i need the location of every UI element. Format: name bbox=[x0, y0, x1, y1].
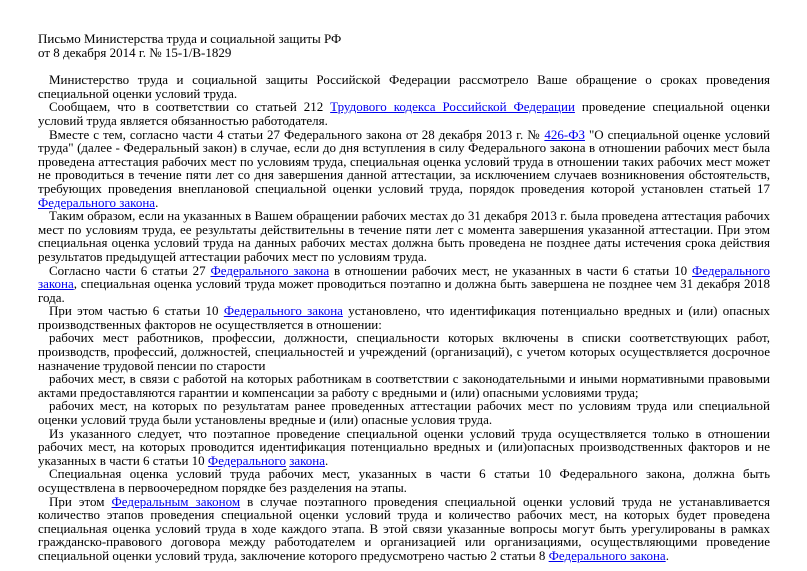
paragraph-text: Таким образом, если на указанных в Вашем обращении рабочих местах до 31 декабря 2013 г. была проведена аттестация рабочих мест по условиям труда, ее результаты действительны в течение пяти лет с момента завершения указанной аттестации. При этом специальная оценка условий труда на данных рабочих местах должна быть проведена не позднее даты истечения срока действия результатов предыдущей аттестации рабочих мест по условиям труда. bbox=[38, 208, 770, 264]
paragraph-text: в случае поэтапного проведения специальной оценки условий труда не устанавливается количество этапов проведения специальной оценки условий труда и количество рабочих мест, на которых будет проведена специальная оценка условий труда в ходе каждого этапа. В этой связи указанные вопросы могут быть урегулированы в рамках гражданско-правового договора между работодателем и организацией или организациями, осуществляющими проведение специальной оценки условий труда, заключение которого предусмотрено частью 2 статьи 8 bbox=[38, 493, 770, 563]
legal-link[interactable]: Федерального закона bbox=[210, 262, 330, 278]
paragraph-text: установлено, что идентификация потенциально вредных и (или) опасных производственных факторов не осуществляется в отношении: bbox=[38, 303, 770, 332]
paragraph-text: Согласно части 6 статьи 27 bbox=[49, 262, 211, 278]
paragraph-text: При этом частью 6 статьи 10 bbox=[49, 303, 224, 319]
paragraph-text: При этом bbox=[49, 493, 112, 509]
paragraph bbox=[38, 399, 770, 426]
paragraph bbox=[38, 331, 770, 372]
paragraph bbox=[38, 372, 770, 399]
legal-link[interactable]: 426-ФЗ bbox=[544, 126, 585, 142]
paragraph bbox=[38, 100, 770, 127]
paragraph-text: рабочих мест, на которых по результатам ранее проведенных аттестации рабочих мест по условиям труда или специальной оценки условий труда были установлены вредные и (или) опасные условия труда. bbox=[38, 398, 770, 428]
legal-link[interactable]: Федерального закона bbox=[38, 194, 156, 210]
document-body bbox=[38, 73, 770, 562]
paragraph-text: Вместе с тем, согласно части 4 статьи 27 Федерального закона от 28 декабря 2013 г. № bbox=[49, 126, 545, 142]
paragraph-text: "О специальной оценке условий труда" (далее - Федеральный закон) в случае, если до дня вступления в силу Федерального закона в отношении рабочих мест была проведена аттестация рабочих мест по условиям труда, специальная оценка условий труда в отношении таких рабочих мест может не проводиться в течение пяти лет со дня завершения данной аттестации, за исключением случаев возникновения обстоятельств, требующих проведения внеплановой специальной оценки условий труда, порядок проведения которой установлен статьей 17 bbox=[38, 126, 770, 196]
paragraph-text: проведение специальной оценки условий труда является обязанностью работодателя. bbox=[38, 99, 770, 128]
document-header bbox=[38, 32, 770, 59]
paragraph-text: . bbox=[155, 194, 159, 210]
legal-link[interactable]: Трудового кодекса Российской Федерации bbox=[330, 99, 575, 115]
paragraph-text: , специальная оценка условий труда может проводиться поэтапно и должна быть завершена не позднее чем 31 декабря 2018 года. bbox=[38, 276, 770, 305]
paragraph bbox=[38, 467, 770, 494]
paragraph bbox=[38, 73, 770, 100]
legal-link[interactable]: Федерального закона bbox=[38, 262, 770, 292]
paragraph-text: в отношении рабочих мест, не указанных в части 6 статьи 10 bbox=[329, 262, 692, 278]
paragraph-text: Сообщаем, что в соответствии со статьей 212 bbox=[49, 99, 331, 115]
legal-link[interactable]: закона bbox=[289, 452, 325, 468]
paragraph bbox=[38, 495, 770, 563]
legal-link[interactable]: Федеральным законом bbox=[111, 493, 241, 509]
legal-link[interactable]: Федерального bbox=[207, 452, 286, 468]
document-title-line1: Письмо Министерства труда и социальной защиты РФ bbox=[38, 31, 342, 46]
paragraph-text: Из указанного следует, что поэтапное проведение специальной оценки условий труда осуществляется только в отношении рабочих мест, на которых проводится идентификация потенциально вредных и (или)опасных производственных факторов и не указанных в части 6 статьи 10 bbox=[38, 425, 770, 468]
paragraph-text: Министерство труда и социальной защиты Российской Федерации рассмотрело Ваше обращение о сроках проведения специальной оценки условий труда. bbox=[38, 72, 770, 101]
paragraph-text: рабочих мест работников, профессии, должности, специальности которых включены в списки соответствующих работ, производств, профессий, должностей, специальностей и учреждений (организаций), с учетом которых осуществляется досрочное назначение трудовой пенсии по старости bbox=[38, 330, 770, 373]
paragraph-text: . bbox=[325, 452, 329, 468]
paragraph bbox=[38, 427, 770, 468]
paragraph-text: . bbox=[665, 547, 669, 563]
paragraph bbox=[38, 304, 770, 331]
document-title-line2: от 8 декабря 2014 г. № 15-1/В-1829 bbox=[38, 44, 232, 60]
legal-link[interactable]: Федерального закона bbox=[223, 303, 343, 319]
paragraph-text: рабочих мест, в связи с работой на которых работникам в соответствии с законодательными и иными нормативными правовыми актами предоставляются гарантии и компенсации за работу с вредными и (или) опасными условиями труда; bbox=[38, 371, 770, 400]
paragraph bbox=[38, 209, 770, 263]
paragraph-text: Специальная оценка условий труда рабочих мест, указанных в части 6 статьи 10 Федерального закона, должна быть осуществлена в первоочередном порядке без разделения на этапы. bbox=[38, 466, 770, 495]
paragraph bbox=[38, 128, 770, 210]
paragraph bbox=[38, 264, 770, 305]
legal-link[interactable]: Федерального закона bbox=[548, 547, 666, 563]
